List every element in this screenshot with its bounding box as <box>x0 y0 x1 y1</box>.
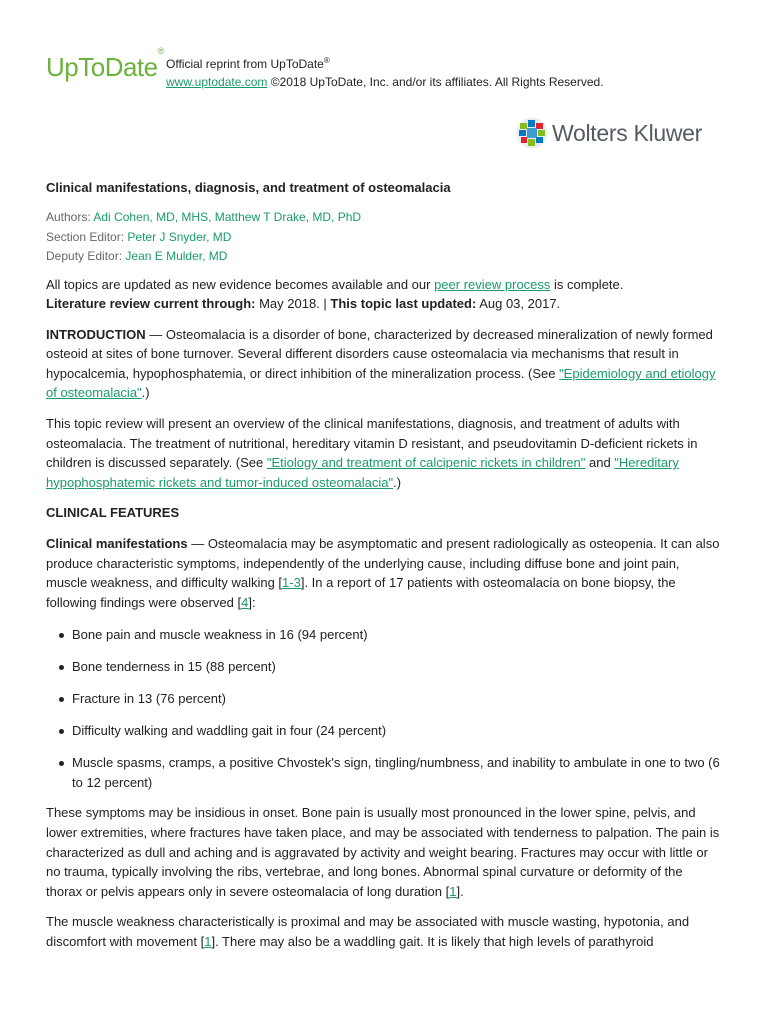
reprint-registered-mark: ® <box>323 56 330 65</box>
reprint-notice <box>166 52 604 91</box>
list-item: Muscle spasms, cramps, a positive Chvostek's sign, tingling/numbness, and inability to ambulate in one to two (6 to 12 percent) <box>46 753 722 792</box>
authors-label: Authors: <box>46 210 91 224</box>
list-item: Difficulty walking and waddling gait in four (24 percent) <box>46 721 722 741</box>
symptoms-paragraph: These symptoms may be insidious in onset. Bone pain is usually most pronounced in the lower spine, pelvis, and lower extremities, where fractures have taken place, and may be associated with tenderness to palpation. The pain is characterized as dull and aching and is aggravated by activity and weight bearing. Fractures may occur with little or no trauma, typically involving the ribs, vertebrae, and long bones. Abnormal spinal curvature or deformity of the thorax or pelvis appears only in severe osteomalacia of long duration [1]. <box>46 805 720 899</box>
bullet-icon <box>59 729 64 734</box>
list-item: Fracture in 13 (76 percent) <box>46 689 722 709</box>
peer-review-link[interactable]: peer review process <box>434 276 551 292</box>
article-title: Clinical manifestations, diagnosis, and treatment of osteomalacia <box>46 180 451 195</box>
uptodate-site-link[interactable]: www.uptodate.com <box>166 75 268 89</box>
clinical-manifestations-label: Clinical manifestations <box>46 536 188 552</box>
topic-review-paragraph: This topic review will present an overview of the clinical manifestations, diagnosis, and treatment of adults with osteomalacia. The treatment of nutritional, hereditary vitamin D resistant, and pseudovitamin D-deficient rickets in children is discussed separately. (See "Etiology and treatment of calcipenic rickets in children" and "Hereditary hypophosphatemic rickets and tumor-induced osteomalacia".) <box>46 416 698 490</box>
author-link[interactable]: Adi Cohen, MD, MHS <box>93 210 209 224</box>
reprint-header <box>0 0 768 170</box>
wolters-kluwer-mark-icon <box>516 117 548 149</box>
bullet-icon <box>59 761 64 766</box>
deputy-editor-link[interactable]: Jean E Mulder, MD <box>125 249 228 263</box>
related-topic-link[interactable]: "Hereditary hypophosphatemic rickets and tumor-induced osteomalacia" <box>46 455 679 490</box>
section-editor-label: Section Editor: <box>46 229 125 244</box>
deputy-editor-row <box>46 247 722 267</box>
publisher-name: Wolters Kluwer <box>552 119 703 146</box>
wolters-kluwer-logo <box>516 116 702 150</box>
list-item: Bone pain and muscle weakness in 16 (94 percent) <box>46 625 722 645</box>
update-notice: All topics are updated as new evidence becomes available and our peer review process is complete. <box>46 276 624 292</box>
reference-link[interactable]: 1 <box>204 934 212 950</box>
introduction-paragraph: INTRODUCTION — Osteomalacia is a disorder of bone, characterized by decreased mineralization of newly formed osteoid at sites of bone turnover. Several different disorders cause osteomalacia via mechanisms that result in hypocalcemia, hypophosphatemia, or direct inhibition of the mineralization process. (See "Epidemiology and etiology of osteomalacia".) <box>46 326 716 401</box>
bullet-icon <box>59 697 64 702</box>
list-item: Bone tenderness in 15 (88 percent) <box>46 657 722 677</box>
muscle-weakness-paragraph: The muscle weakness characteristically is proximal and may be associated with muscle wasting, hypotonia, and discomfort with movement [1]. There may also be a waddling gait. It is likely that high levels of parathyroid <box>46 914 690 950</box>
reference-link[interactable]: 4 <box>241 594 249 610</box>
reference-link[interactable]: 1-3 <box>282 575 301 591</box>
bullet-icon <box>59 665 64 670</box>
update-status <box>46 275 722 314</box>
clinical-features-heading: CLINICAL FEATURES <box>46 505 180 521</box>
authors-row <box>46 208 722 228</box>
related-topic-link[interactable]: "Epidemiology and etiology of osteomalacia" <box>46 365 716 401</box>
bullet-icon <box>59 633 64 638</box>
uptodate-logo[interactable] <box>46 46 164 83</box>
copyright-text: ©2018 UpToDate, Inc. and/or its affiliates. All Rights Reserved. <box>270 75 604 89</box>
article-meta <box>46 208 722 267</box>
section-editor-link[interactable]: Peter J Snyder, MD <box>127 229 232 244</box>
findings-list <box>46 625 722 793</box>
logo-text: UpToDate <box>46 52 158 82</box>
logo-registered-mark: ® <box>157 46 164 57</box>
introduction-heading: INTRODUCTION <box>46 326 146 342</box>
author-link[interactable]: Matthew T Drake, MD, PhD <box>214 210 362 224</box>
section-editor-row <box>46 228 722 248</box>
reference-link[interactable]: 1 <box>449 883 457 899</box>
literature-review-line: Literature review current through: May 2018. | This topic last updated: Aug 03, 2017. <box>46 296 561 312</box>
related-topic-link[interactable]: "Etiology and treatment of calcipenic rickets in children" <box>266 455 586 471</box>
reprint-line: Official reprint from UpToDate <box>166 57 324 71</box>
deputy-editor-label: Deputy Editor: <box>46 249 123 263</box>
clinical-manifestations-paragraph: Clinical manifestations — Osteomalacia may be asymptomatic and present radiologically as osteopenia. It can also produce characteristic symptoms, independently of the underlying cause, including diffuse bone and joint pain, muscle weakness, and difficulty walking [1-3]. In a report of 17 patients with osteomalacia on bone biopsy, the following findings were observed [4]: <box>46 536 720 610</box>
article-body <box>46 178 722 952</box>
author-separator: , <box>208 210 212 224</box>
